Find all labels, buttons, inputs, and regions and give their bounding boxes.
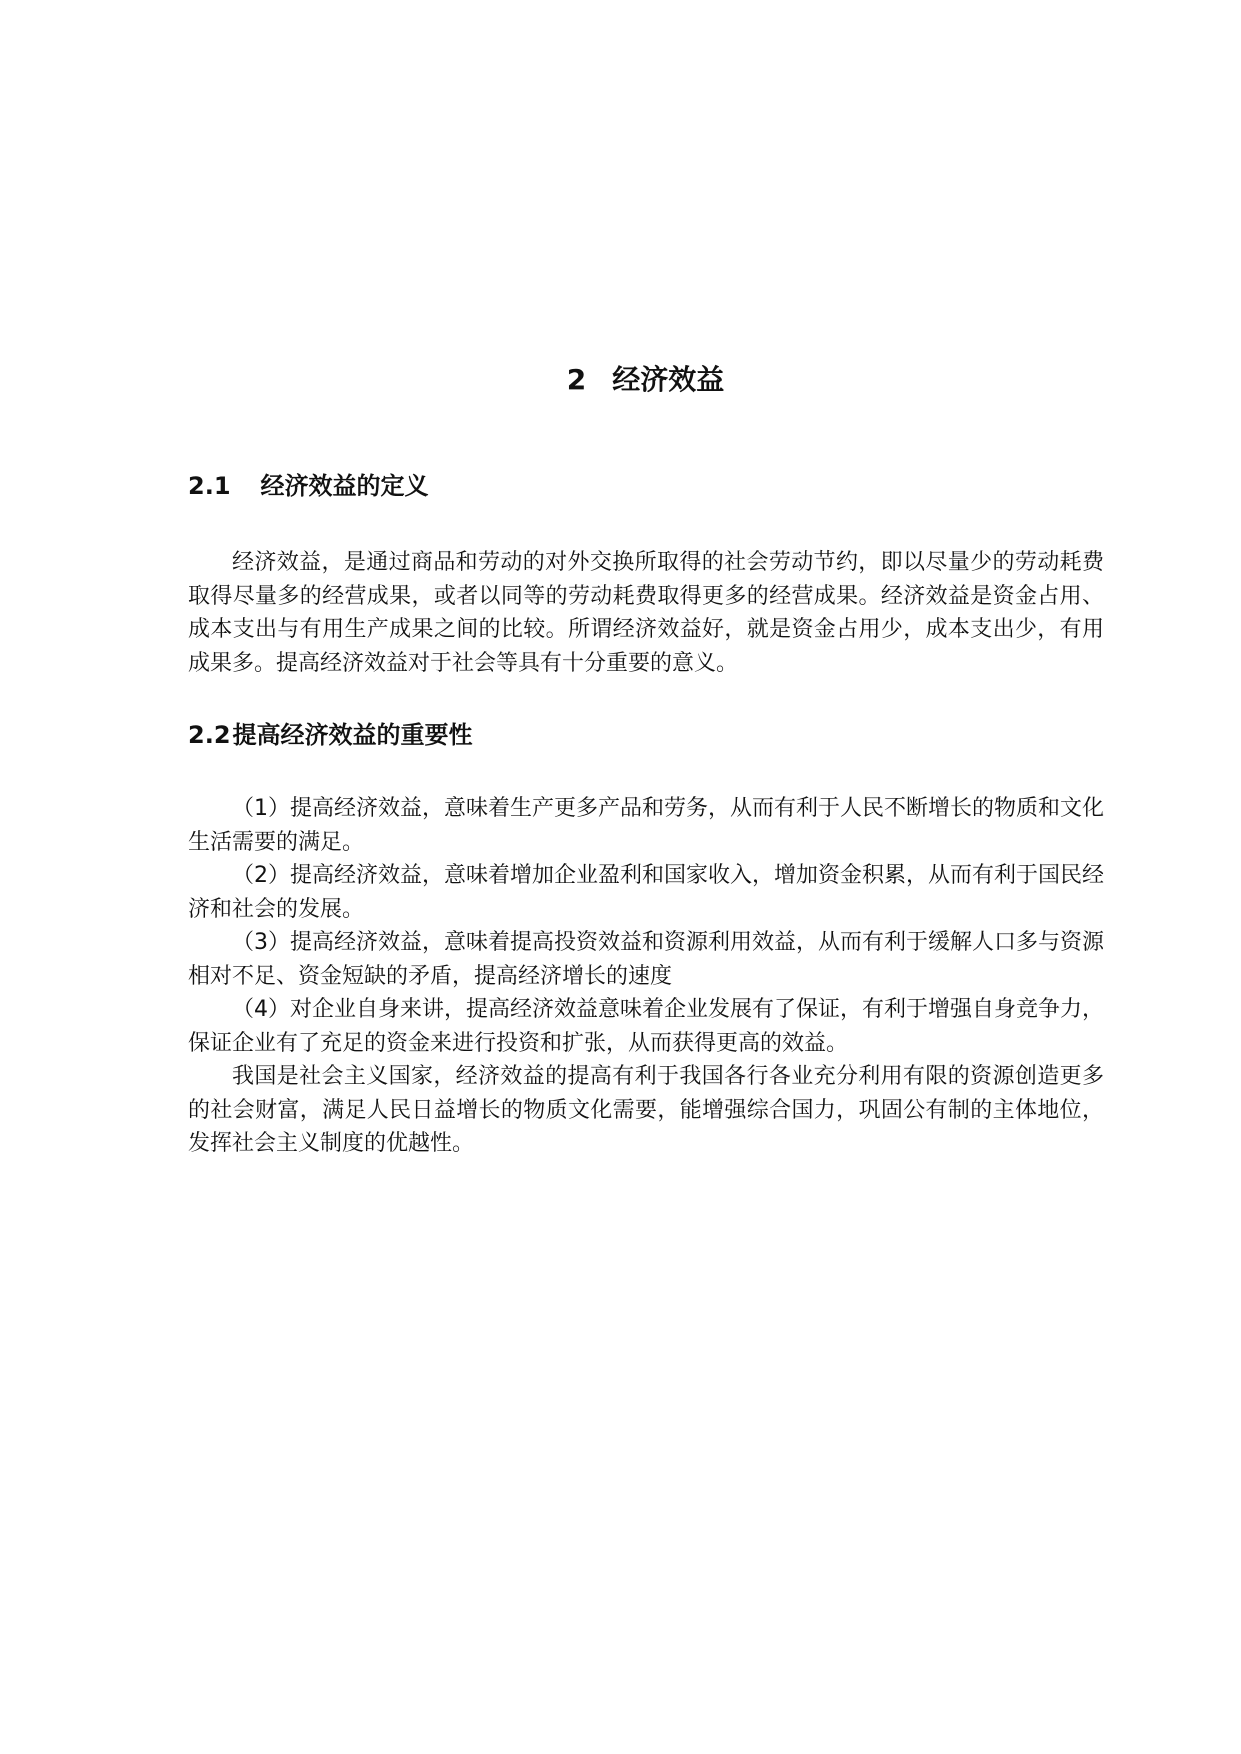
importance-item-3: （3）提高经济效益，意味着提高投资效益和资源利用效益，从而有利于缓解人口多与资源相对不足、资金短缺的矛盾，提高经济增长的速度 [188,930,1105,989]
section-2-1-body [188,546,1104,680]
importance-item-1: （1）提高经济效益，意味着生产更多产品和劳务，从而有利于人民不断增长的物质和文化生活需要的满足。 [188,796,1105,855]
chapter-title [0,360,1241,400]
section-number: 2.1 [188,472,231,500]
section-number: 2.2 [188,721,231,749]
importance-item-4: （4）对企业自身来讲，提高经济效益意味着企业发展有了保证，有利于增强自身竞争力，保证企业有了充足的资金来进行投资和扩张，从而获得更高的效益。 [188,997,1105,1056]
section-heading-2-1 [188,469,429,503]
importance-item-2: （2）提高经济效益，意味着增加企业盈利和国家收入，增加资金积累，从而有利于国民经济和社会的发展。 [188,863,1105,922]
chapter-number: 2 [566,363,587,396]
chapter-title-text: 经济效益 [612,363,725,396]
section-heading-2-2 [188,718,473,752]
conclusion-paragraph: 我国是社会主义国家，经济效益的提高有利于我国各行各业充分利用有限的资源创造更多的社会财富，满足人民日益增长的物质文化需要，能增强综合国力，巩固公有制的主体地位，发挥社会主义制度的优越性。 [188,1064,1104,1156]
section-2-2-body [188,792,1104,1161]
section-title: 经济效益的定义 [260,472,429,500]
section-title: 提高经济效益的重要性 [232,721,473,749]
definition-paragraph: 经济效益，是通过商品和劳动的对外交换所取得的社会劳动节约，即以尽量少的劳动耗费取得尽量多的经营成果，或者以同等的劳动耗费取得更多的经营成果。经济效益是资金占用、成本支出与有用生产成果之间的比较。所谓经济效益好，就是资金占用少，成本支出少，有用成果多。提高经济效益对于社会等具有十分重要的意义。 [188,550,1104,676]
